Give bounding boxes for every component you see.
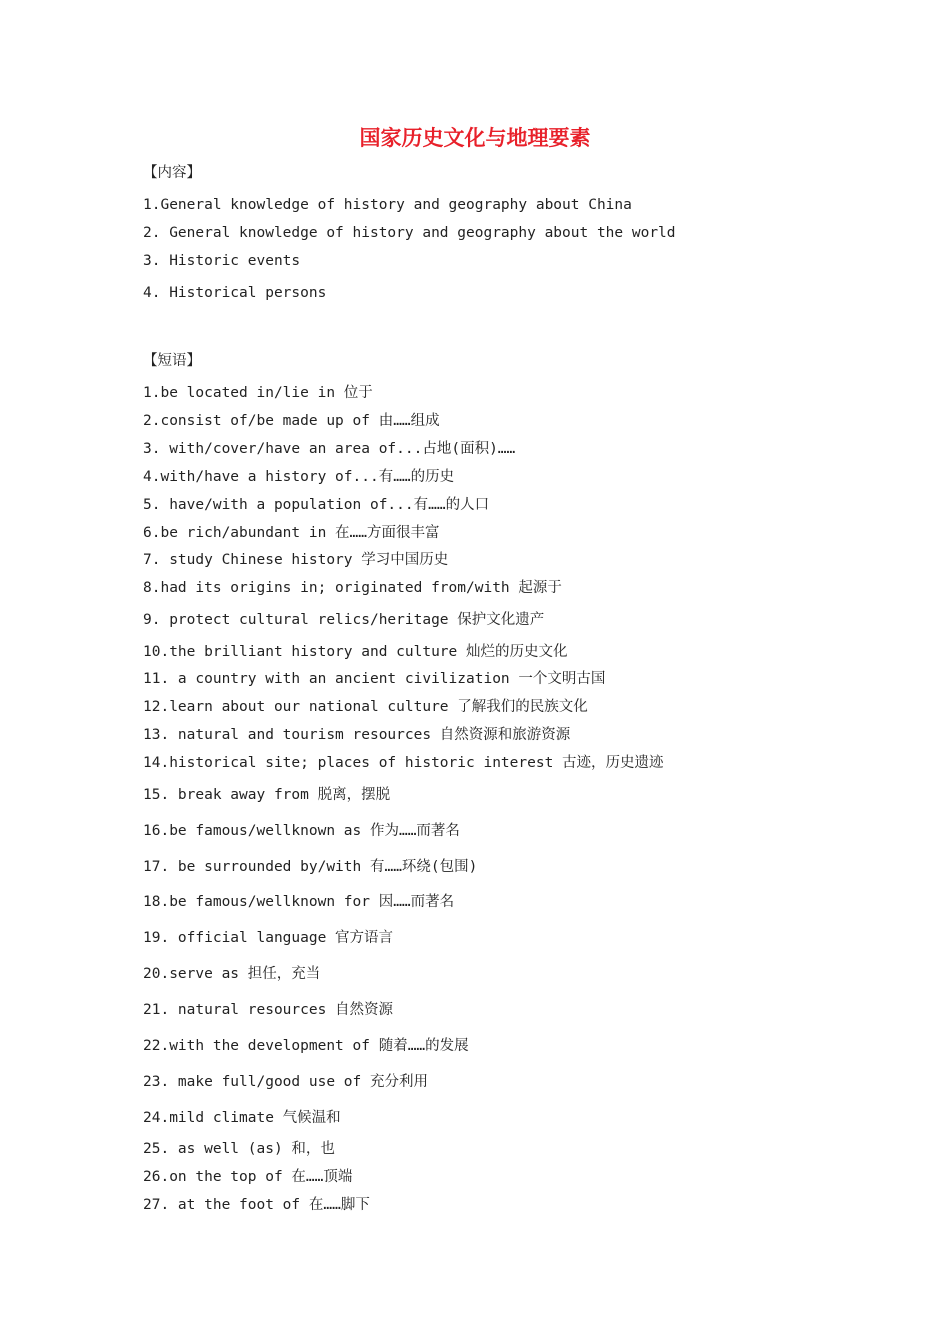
content-item: 3. Historic events	[143, 253, 301, 269]
phrase-item: 15. break away from 脱离，摆脱	[143, 787, 391, 803]
document-title: 国家历史文化与地理要素	[359, 126, 591, 150]
phrase-item: 7. study Chinese history 学习中国历史	[143, 552, 449, 568]
phrase-item: 13. natural and tourism resources 自然资源和旅游资源	[143, 727, 571, 743]
content-item: 1.General knowledge of history and geography about China	[143, 197, 632, 213]
phrase-item: 27. at the foot of 在……脚下	[143, 1197, 370, 1213]
phrase-item: 25. as well (as) 和，也	[143, 1141, 335, 1157]
phrase-item: 22.with the development of 随着……的发展	[143, 1038, 469, 1054]
phrase-item: 5. have/with a population of...有……的人口	[143, 497, 490, 513]
phrase-item: 17. be surrounded by/with 有……环绕(包围)	[143, 859, 478, 875]
phrase-item: 16.be famous/wellknown as 作为……而著名	[143, 823, 460, 839]
phrase-item: 8.had its origins in; originated from/with 起源于	[143, 580, 562, 596]
phrase-item: 1.be located in/lie in 位于	[143, 385, 373, 401]
phrase-item: 12.learn about our national culture 了解我们的民族文化	[143, 699, 588, 715]
phrase-item: 23. make full/good use of 充分利用	[143, 1074, 428, 1090]
content-item: 2. General knowledge of history and geography about the world	[143, 225, 676, 241]
phrase-item: 2.consist of/be made up of 由……组成	[143, 413, 440, 429]
phrase-item: 11. a country with an ancient civilization 一个文明古国	[143, 671, 606, 687]
phrase-item: 3. with/cover/have an area of...占地(面积)……	[143, 441, 516, 457]
phrase-item: 6.be rich/abundant in 在……方面很丰富	[143, 525, 440, 541]
phrase-item: 10.the brilliant history and culture 灿烂的历史文化	[143, 644, 568, 660]
phrases-heading: 【短语】	[143, 353, 201, 369]
phrase-item: 19. official language 官方语言	[143, 930, 394, 946]
phrase-item: 26.on the top of 在……顶端	[143, 1169, 353, 1185]
phrase-item: 14.historical site; places of historic interest 古迹，历史遗迹	[143, 755, 664, 771]
phrase-item: 20.serve as 担任，充当	[143, 966, 321, 982]
content-item: 4. Historical persons	[143, 285, 327, 301]
phrase-item: 4.with/have a history of...有……的历史	[143, 469, 455, 485]
phrase-item: 9. protect cultural relics/heritage 保护文化遗产	[143, 612, 545, 628]
phrase-item: 21. natural resources 自然资源	[143, 1002, 394, 1018]
phrase-item: 24.mild climate 气候温和	[143, 1110, 341, 1126]
phrase-item: 18.be famous/wellknown for 因……而著名	[143, 894, 455, 910]
content-heading: 【内容】	[143, 165, 201, 181]
